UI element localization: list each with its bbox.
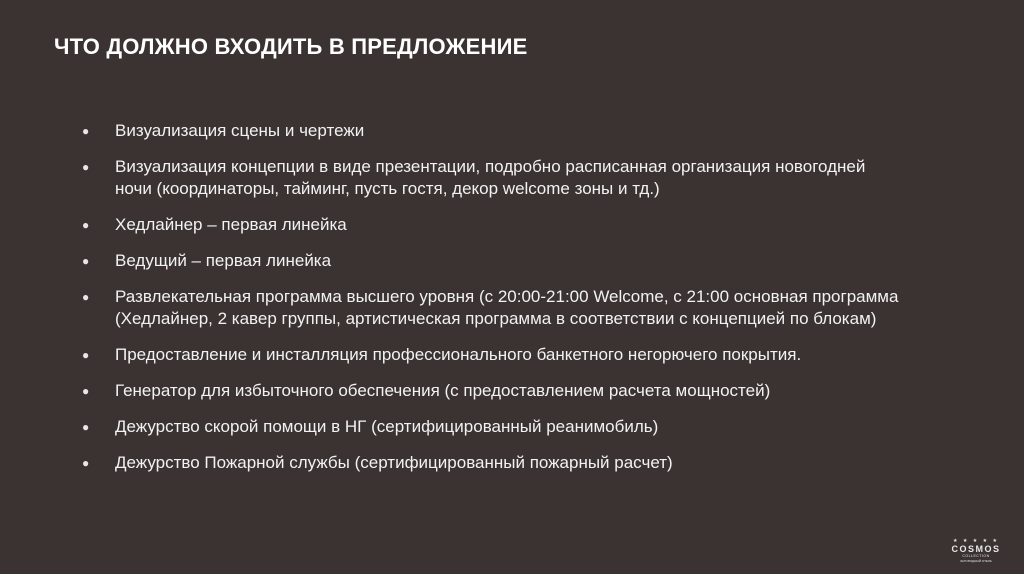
list-item-text: Развлекательная программа высшего уровня (с 20:00-21:00 Welcome, с 21:00 основная программа (Хедлайнер, 2 кавер группы, артистическая программа в соответствии с концепцией по блокам) — [115, 287, 899, 328]
bullet-icon: ● — [82, 290, 90, 304]
list-item — [82, 250, 902, 272]
list-item — [82, 120, 902, 142]
list-item-text: Дежурство Пожарной службы (сертифицированный пожарный расчет) — [115, 453, 673, 472]
list-item-text: Визуализация сцены и чертежи — [115, 121, 365, 140]
bullet-icon: ● — [82, 348, 90, 362]
list-item-text: Генератор для избыточного обеспечения (с предоставлением расчета мощностей) — [115, 381, 771, 400]
list-item-text: Визуализация концепции в виде презентации, подробно расписанная организация новогодней ночи (координаторы, тайминг, пусть гостя, декор welcome зоны и тд.) — [115, 157, 866, 198]
list-item — [82, 344, 902, 366]
list-item — [82, 156, 902, 200]
list-item-text: Хедлайнер – первая линейка — [115, 215, 347, 234]
bullet-icon: ● — [82, 384, 90, 398]
cosmos-logo — [946, 538, 1006, 568]
bullet-list — [82, 120, 902, 488]
logo-tagline: ЗАГОРОДНЫЙ ОТЕЛЬ — [960, 559, 992, 563]
bullet-icon: ● — [82, 160, 90, 174]
bullet-icon: ● — [82, 420, 90, 434]
logo-subtitle: COLLECTION — [962, 554, 990, 558]
list-item-text: Предоставление и инсталляция профессионального банкетного негорючего покрытия. — [115, 345, 802, 364]
logo-stars-icon: ★ ★ ★ ★ ★ — [953, 538, 999, 544]
logo-wordmark: COSMOS — [951, 544, 1001, 554]
list-item — [82, 286, 902, 330]
list-item — [82, 380, 902, 402]
list-item-text: Ведущий – первая линейка — [115, 251, 332, 270]
bullet-icon: ● — [82, 254, 90, 268]
list-item — [82, 214, 902, 236]
list-item-text: Дежурство скорой помощи в НГ (сертифицированный реанимобиль) — [115, 417, 659, 436]
slide-title: ЧТО ДОЛЖНО ВХОДИТЬ В ПРЕДЛОЖЕНИЕ — [54, 34, 528, 59]
list-item — [82, 452, 902, 474]
bullet-icon: ● — [82, 124, 90, 138]
list-item — [82, 416, 902, 438]
bullet-icon: ● — [82, 218, 90, 232]
bullet-icon: ● — [82, 456, 90, 470]
